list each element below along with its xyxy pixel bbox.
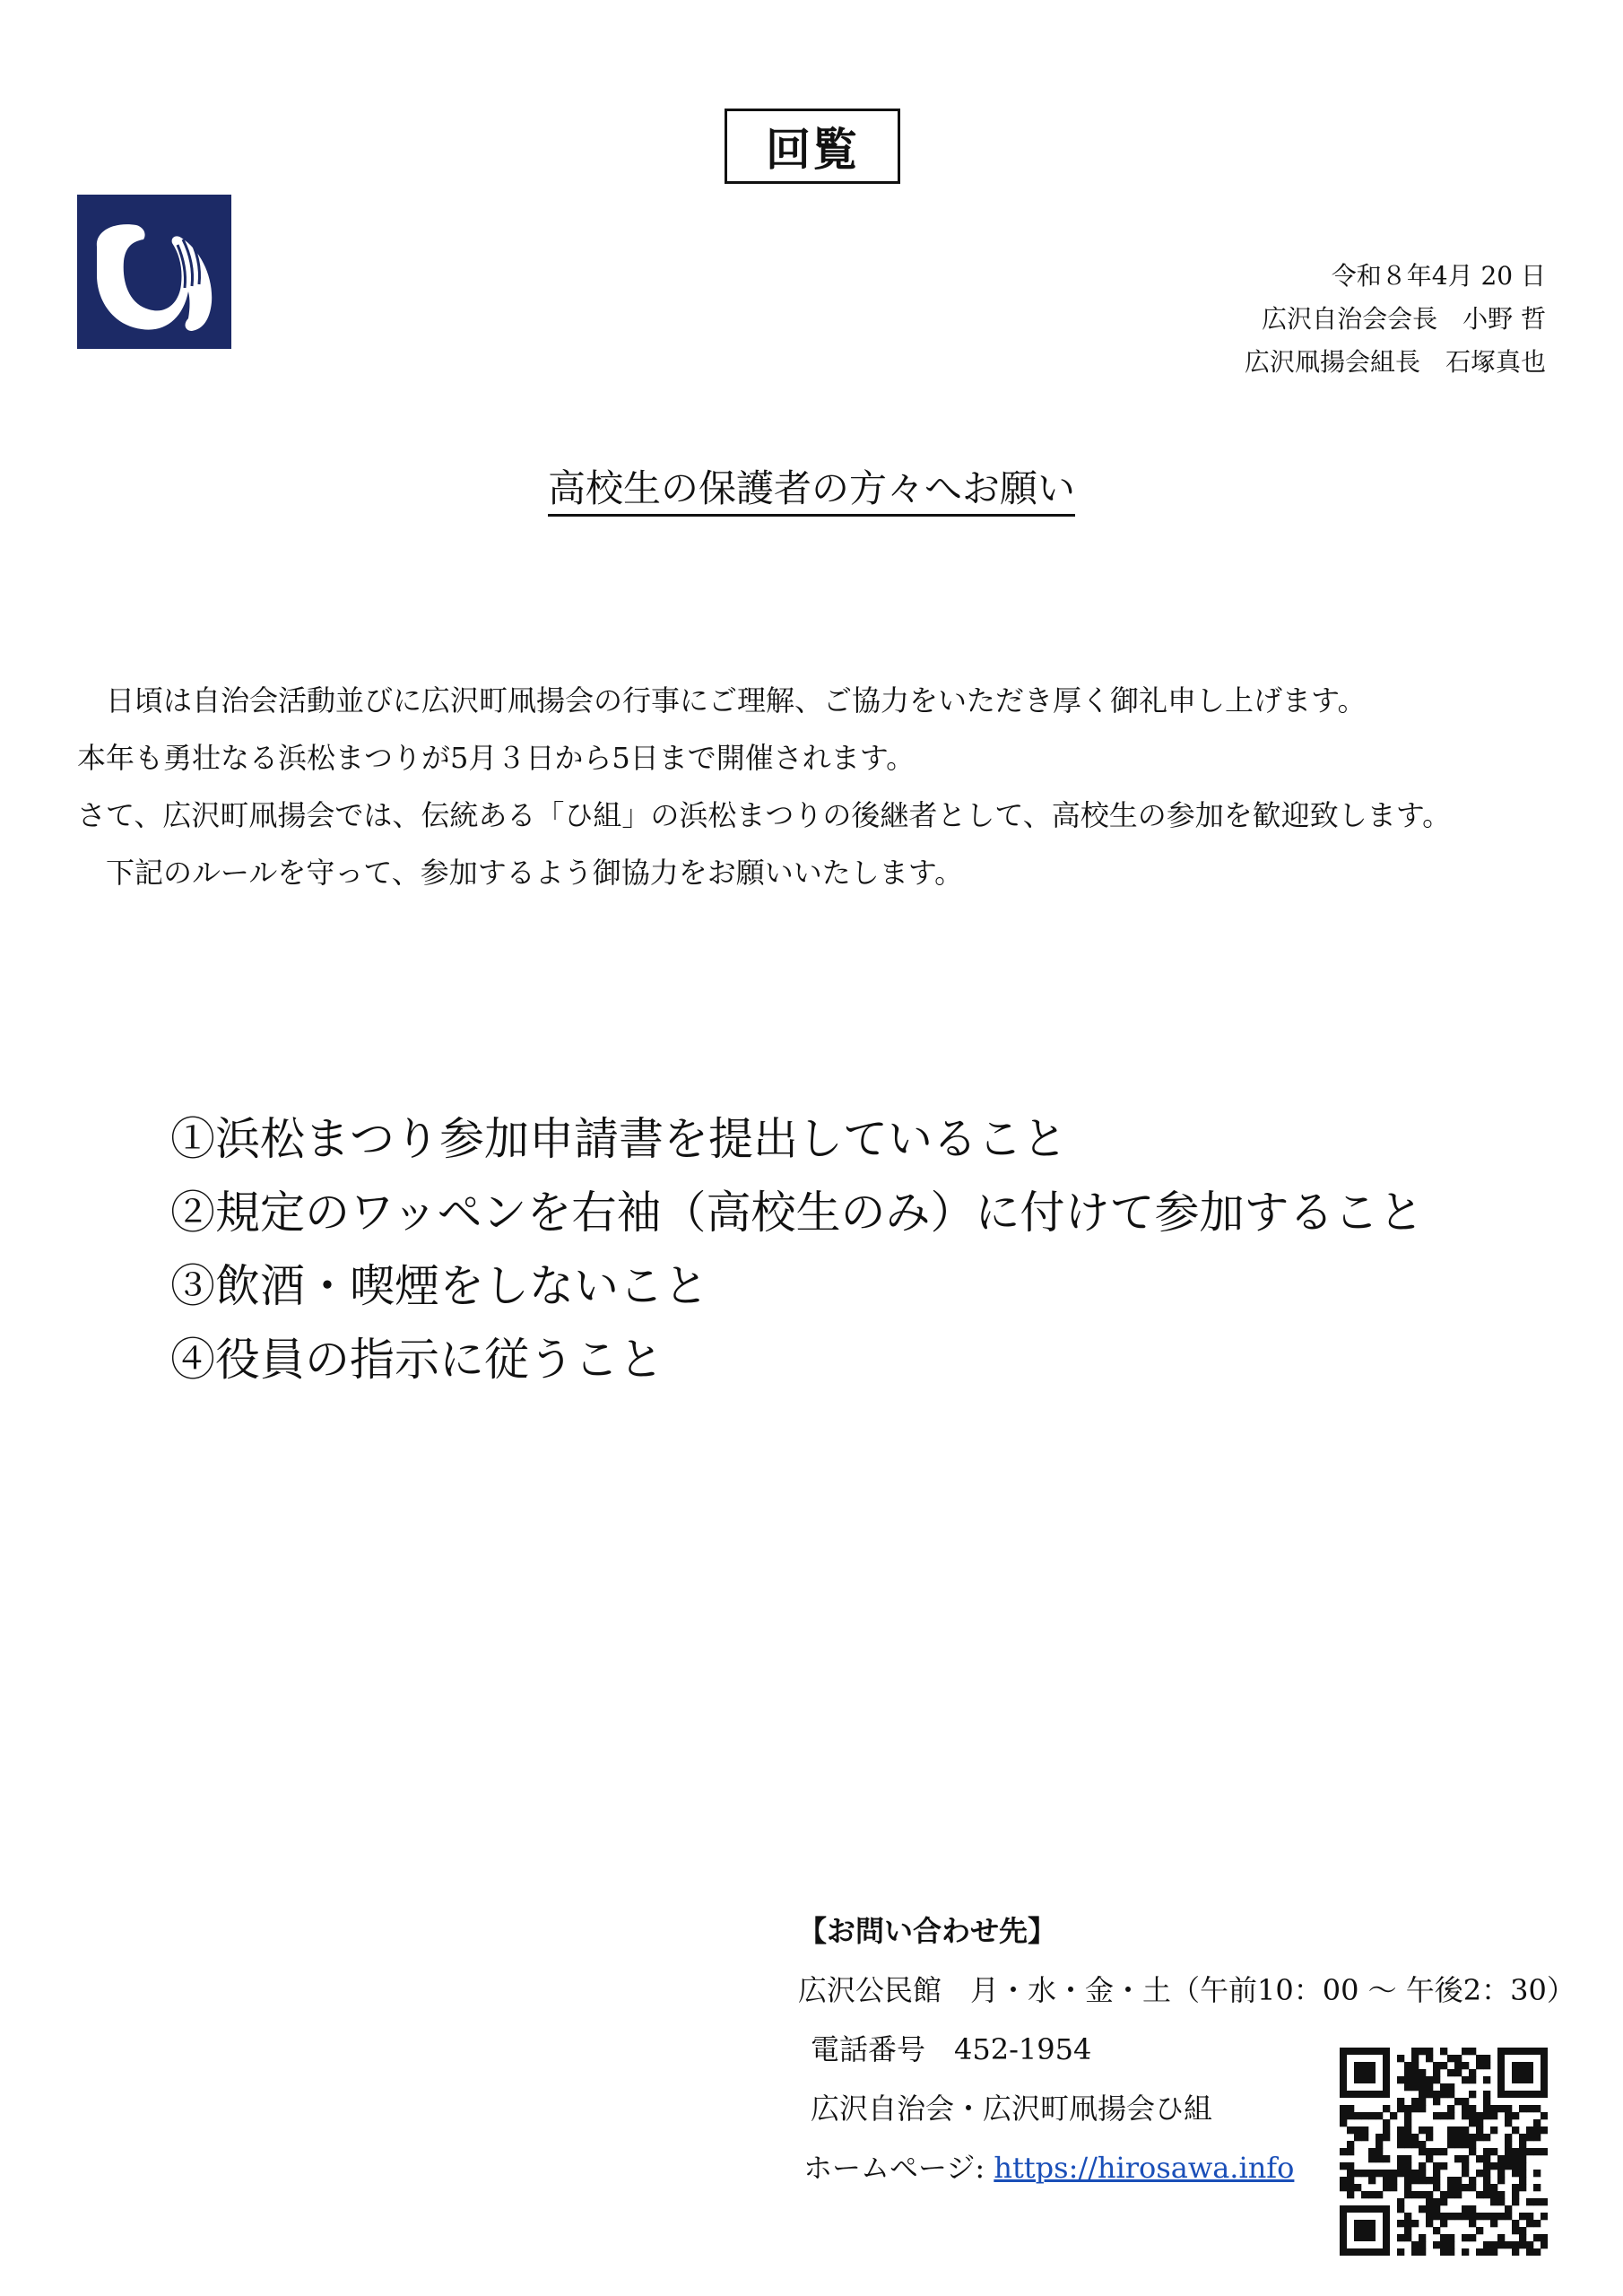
issuer-president: 広沢自治会会長 小野 哲 xyxy=(1262,304,1546,334)
qr-code-image xyxy=(1340,2048,1548,2256)
body-paragraph-4: 下記のルールを守って、参加するよう御協力をお願いいたします。 xyxy=(77,856,964,890)
body-paragraph-3: さて、広沢町凧揚会では、伝統ある「ひ組」の浜松まつりの後継者として、高校生の参加を歓迎致します。 xyxy=(77,798,1452,832)
body-paragraph-1: 日頃は自治会活動並びに広沢町凧揚会の行事にご理解、ご協力をいただき厚く御礼申し上げます。 xyxy=(77,683,1367,718)
issuer-kite-leader: 広沢凧揚会組長 石塚真也 xyxy=(1244,347,1546,377)
rule-item: ④役員の指示に従うこと xyxy=(170,1334,664,1386)
circulation-label-box xyxy=(725,109,900,184)
homepage-label: ホームページ: xyxy=(803,2151,985,2185)
body-paragraph-2: 本年も勇壮なる浜松まつりが5月３日から5日まで開催されます。 xyxy=(77,741,916,775)
contact-heading: 【お問い合わせ先】 xyxy=(798,1914,1057,1948)
contact-organization: 広沢自治会・広沢町凧揚会ひ組 xyxy=(811,2092,1213,2126)
contact-hours: 広沢公民館 月・水・金・土（午前10：00 ～ 午後2：30） xyxy=(798,1973,1575,2007)
issue-date: 令和８年4月 20 日 xyxy=(1331,261,1546,291)
contact-phone: 電話番号 452-1954 xyxy=(811,2032,1092,2066)
circulation-label: 回覧 xyxy=(766,123,859,176)
rule-item: ②規定のワッペンを右袖（高校生のみ）に付けて参加すること xyxy=(170,1187,1424,1239)
document-title-text: 高校生の保護者の方々へお願い xyxy=(548,466,1075,517)
hi-gumi-logo xyxy=(77,195,231,349)
rule-item: ③飲酒・喫煙をしないこと xyxy=(170,1260,708,1312)
document-title xyxy=(0,459,1623,513)
rule-item: ①浜松まつり参加申請書を提出していること xyxy=(170,1113,1067,1165)
homepage-link[interactable]: https://hirosawa.info xyxy=(994,2151,1295,2185)
contact-homepage xyxy=(803,2145,1294,2187)
